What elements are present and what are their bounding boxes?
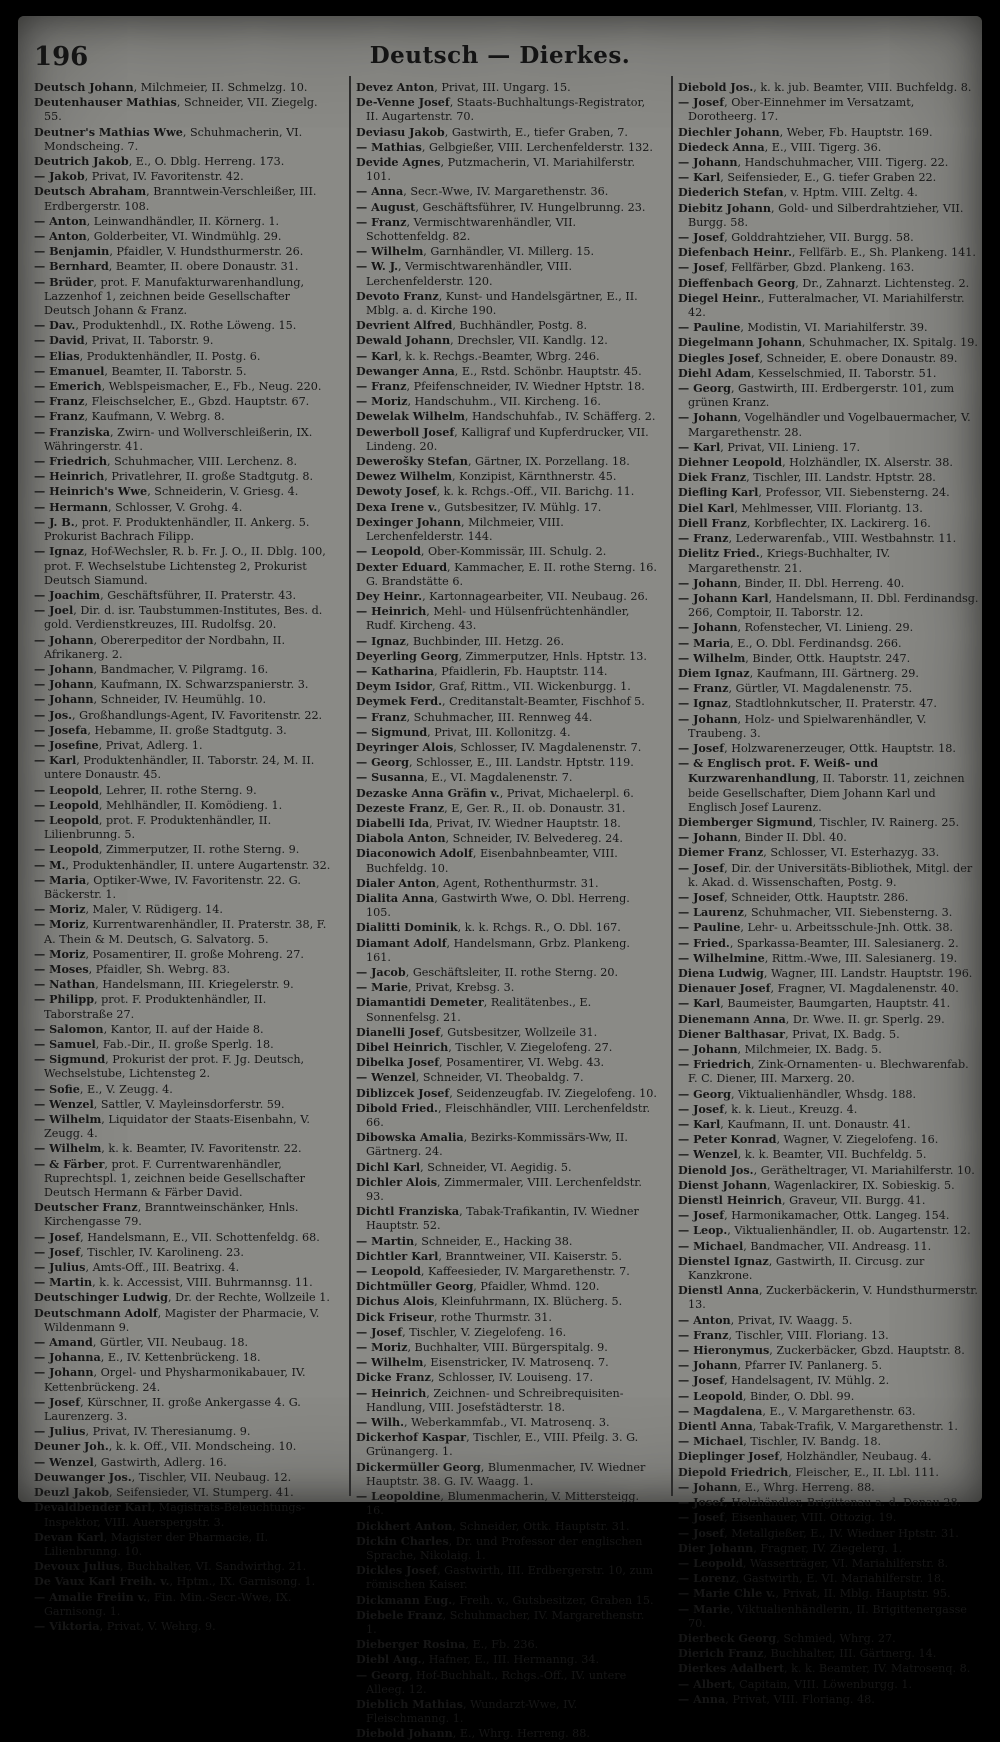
directory-entry: — Franz, Gürtler, VI. Magdalenenstr. 75. [678, 681, 913, 696]
column-rule [671, 76, 673, 1496]
directory-entry: — Dav., Produktenhdl., IX. Rothe Löweng. 15. [34, 318, 297, 333]
directory-entry: Dienauer Josef, Fragner, VI. Magdalenenstr. 40. [678, 981, 959, 996]
directory-entry: — Josef, Metallgießer, E., IV. Wiedner Hptstr. 31. [678, 1525, 959, 1540]
directory-entry: — Josef, Schneider, Ottk. Hauptstr. 286. [678, 889, 909, 904]
directory-entry: — Franz, Kaufmann, V. Webrg. 8. [34, 409, 225, 424]
directory-entry: — August, Geschäftsführer, IV. Hungelbrunng. 23. [356, 199, 646, 214]
directory-entry: — Sofie, E., V. Zeugg. 4. [34, 1081, 173, 1096]
column-rule [349, 76, 351, 1496]
directory-entry: — Leop., Viktualienhändler, II. ob. Augartenstr. 12. [678, 1223, 971, 1238]
directory-entry: Diaconowich Adolf, Eisenbahnbeamter, VIII. Buchfeldg. 10. [356, 846, 618, 875]
directory-entry: — Katharina, Pfaidlerin, Fb. Hauptstr. 114. [356, 663, 608, 678]
directory-entry: Dey Heinr., Kartonnagearbeiter, VII. Neubaug. 26. [356, 588, 649, 603]
directory-entry: — Heinrich, Mehl- und Hülsenfrüchtenhändler, Rudf. Kircheng. 43. [356, 604, 630, 633]
directory-entry: — Sigmund, Prokurist der prot. F. Jg. Deutsch, Wechselstube, Lichtensteg 2. [34, 1052, 305, 1081]
directory-entry: — Heinrich, Privatlehrer, II. große Stadtgutg. 8. [34, 469, 314, 484]
directory-entry: Devoto Franz, Kunst- und Handelsgärtner, E., II. Mblg. a. d. Kirche 190. [356, 288, 638, 318]
directory-entry: Dieffenbach Georg, Dr., Zahnarzt. Lichtensteg. 2. [678, 275, 970, 290]
directory-entry: Diamant Adolf, Handelsmann, Grbz. Plankeng. 161. [356, 935, 630, 964]
directory-entry: — Johann, Pfarrer IV. Panlanerg. 5. [678, 1358, 883, 1373]
directory-entry: — Ignaz, Stadtlohnkutscher, II. Praterstr. 47. [678, 696, 937, 711]
directory-entry: — Josefine, Privat, Adlerg. 1. [34, 737, 203, 752]
directory-entry: — Johann, Holz- und Spielwarenhändler, V. Traubeng. 3. [678, 711, 927, 740]
directory-entry: — Karl, Privat, VII. Linieng. 17. [678, 439, 861, 454]
directory-entry: Deymek Ferd., Creditanstalt-Beamter, Fischhof 5. [356, 694, 645, 709]
directory-entry: — Johann, Binder, II. Dbl. Herreng. 40. [678, 575, 905, 590]
directory-entry: Deviasu Jakob, Gastwirth, E., tiefer Graben, 7. [356, 124, 628, 139]
directory-entry: Diemer Franz, Schlosser, VI. Esterhazyg. 33. [678, 845, 940, 860]
directory-entry: — Johann, E., Whrg. Herreng. 88. [678, 1479, 875, 1494]
directory-entry: Devrient Alfred, Buchhändler, Postg. 8. [356, 318, 588, 333]
directory-entry: Dierbeck Georg, Schmied, Whrg. 27. [678, 1630, 896, 1645]
directory-entry: — Emerich, Weblspeismacher, E., Fb., Neug. 220. [34, 379, 322, 394]
directory-entry: Dieberger Rosina, E., Fb. 236. [356, 1637, 539, 1652]
directory-entry: Dickles Josef, Gastwirth, III. Erdbergerstr. 10, zum römischen Kaiser. [356, 1563, 654, 1592]
directory-entry: — Johann, Milchmeier, IX. Badg. 5. [678, 1042, 882, 1056]
directory-entry: Dichtl Franziska, Tabak-Trafikantin, IV. Wiedner Hauptstr. 52. [356, 1204, 639, 1233]
directory-entry: — Fried., Sparkassa-Beamter, III. Salesianerg. 2. [678, 935, 959, 950]
directory-entry: Dewald Johann, Drechsler, VII. Kandlg. 12. [356, 333, 608, 348]
directory-entry: — Marie Chle v., Privat, II. Mblg. Hauptstr. 95. [678, 1586, 951, 1601]
directory-entry: Deutner's Mathias Wwe, Schuhmacherin, VI. Mondscheing. 7. [34, 124, 303, 153]
directory-entry: Deutscher Franz, Branntweinschänker, Hnls. Kirchengasse 79. [34, 1200, 299, 1229]
directory-entry: — Friedrich, Schuhmacher, VIII. Lerchenz. 8. [34, 454, 298, 469]
directory-entry: — Leopold, Lehrer, II. rothe Sterng. 9. [34, 782, 257, 797]
directory-entry: — Hieronymus, Zuckerbäcker, Gbzd. Hauptstr. 8. [678, 1343, 965, 1358]
directory-entry: Diabelli Ida, Privat, IV. Wiedner Hauptstr. 18. [356, 815, 621, 830]
directory-entry: — Georg, Hof-Buchhalt., Rchgs.-Off., IV. untere Alleeg. 12. [356, 1667, 627, 1696]
directory-entry: — Josef, Eisenhauer, VIII. Ottozig. 19. [678, 1510, 897, 1525]
directory-entry: Dewoty Josef, k. k. Rchgs.-Off., VII. Barichg. 11. [356, 484, 635, 499]
directory-entry: Diemberger Sigmund, Tischler, IV. Rainerg. 25. [678, 814, 960, 829]
directory-entry: — Julius, Amts-Off., III. Beatrixg. 4. [34, 1260, 240, 1275]
directory-entry: — & Färber, prot. F. Currentwarenhändler, Ruprechtspl. 1, zeichnen beide Gesellschafter Deutsch Hermann & Färber David. [34, 1156, 305, 1200]
directory-entry: Dexa Irene v., Gutsbesitzer, IV. Mühlg. 17. [356, 499, 602, 514]
directory-entry: — M., Produktenhändler, II. untere Augartenstr. 32. [34, 857, 331, 872]
directory-entry: Deuzl Jakob, Seifensieder, VI. Stumperg. 41. [34, 1485, 294, 1500]
directory-entry: Diem Ignaz, Kaufmann, III. Gärtnerg. 29. [678, 665, 919, 680]
directory-entry: — Julius, Privat, IV. Theresianumg. 9. [34, 1424, 251, 1439]
directory-entry: Dewerošky Stefan, Gärtner, IX. Porzellang. 18. [356, 454, 630, 469]
directory-entry: Diena Ludwig, Wagner, III. Landstr. Hauptstr. 196. [678, 965, 973, 980]
directory-entry: — Josef, Tischler, V. Ziegelofeng. 16. [356, 1324, 567, 1339]
directory-entry: — Franz, Schuhmacher, III. Rennweg 44. [356, 709, 593, 724]
directory-entry: — & Englisch prot. F. Weiß- und Kurzwarenhandlung, II. Taborstr. 11, zeichnen beide Gesellschafter, Diem Johann Karl und Englisch Josef Laurenz. [678, 756, 965, 814]
directory-entry: Diegles Josef, Schneider, E. obere Donaustr. 89. [678, 350, 958, 365]
directory-entry: Dewanger Anna, E., Rstd. Schönbr. Hauptstr. 45. [356, 363, 642, 378]
directory-entry: — Josef, Harmonikamacher, Ottk. Langeg. 154. [678, 1208, 950, 1223]
directory-entry: — Johann, Vogelhändler und Vogelbauermacher, V. Margarethenstr. 28. [678, 410, 971, 439]
directory-entry: Dichus Alois, Kleinfuhrmann, IX. Blücherg. 5. [356, 1294, 623, 1309]
directory-entry: — Leopold, Kaffeesieder, IV. Margarethenstr. 7. [356, 1264, 630, 1279]
directory-entry: — Johanna, E., IV. Kettenbrückeng. 18. [34, 1350, 261, 1365]
directory-entry: — Jos., Großhandlungs-Agent, IV. Favoritenstr. 22. [34, 707, 323, 722]
page-number: 196 [34, 42, 89, 72]
directory-entry: — Moriz, Maler, V. Rüdigerg. 14. [34, 902, 223, 917]
directory-entry: Dewerboll Josef, Kalligraf und Kupferdrucker, VII. Lindeng. 20. [356, 424, 649, 453]
directory-entry: Dienemann Anna, Dr. Wwe. II. gr. Sperlg. 29. [678, 1011, 945, 1026]
directory-entry: Diell Franz, Korbflechter, IX. Lackirerg. 16. [678, 515, 931, 530]
directory-entry: — Hermann, Schlosser, V. Grohg. 4. [34, 499, 243, 514]
directory-entry: Dexinger Johann, Milchmeier, VIII. Lerchenfelderstr. 144. [356, 514, 564, 544]
directory-entry: Dienold Jos., Gerätheltrager, VI. Mariahilferstr. 10. [678, 1162, 975, 1177]
directory-entry: — Anna, Secr.-Wwe, IV. Margarethenstr. 36. [356, 184, 609, 199]
directory-entry: Deyringer Alois, Schlosser, IV. Magdalenenstr. 7. [356, 739, 642, 754]
directory-entry: — Anton, Leinwandhändler, II. Körnerg. 1. [34, 213, 280, 228]
directory-entry: — Anton, Golderbeiter, VI. Windmühlg. 29. [34, 229, 282, 244]
directory-entry: — Moriz, Handschuhm., VII. Kircheng. 16. [356, 394, 601, 409]
directory-entry: — Susanna, E., VI. Magdalenenstr. 7. [356, 770, 573, 785]
directory-entry: Diefenbach Heinr., Fellfärb. E., Sh. Plankeng. 141. [678, 245, 976, 260]
directory-entry: — Martin, k. k. Accessist, VIII. Buhrmannsg. 11. [34, 1275, 313, 1290]
directory-entry: Dieplinger Josef, Holzhändler, Neubaug. 4. [678, 1449, 932, 1464]
directory-entry: — Michael, Bandmacher, VII. Andreasg. 11. [678, 1238, 932, 1253]
directory-entry: Dichtler Karl, Branntweiner, VII. Kaiserstr. 5. [356, 1248, 622, 1263]
directory-entry: Dienstl Anna, Zuckerbäckerin, V. Hundsthurmerstr. 13. [678, 1283, 978, 1312]
directory-entry: — Peter Konrad, Wagner, V. Ziegelofeng. 16. [678, 1132, 939, 1147]
directory-entry: Diek Franz, Tischler, III. Landstr. Hptstr. 28. [678, 470, 936, 485]
directory-entry: Diebold Johann, E., Whrg. Herreng. 88. [356, 1726, 590, 1741]
directory-entry: Dialer Anton, Agent, Rothenthurmstr. 31. [356, 875, 599, 890]
directory-entry: Dewelak Wilhelm, Handschuhfab., IV. Schäfferg. 2. [356, 409, 656, 424]
directory-entry: — Moriz, Kurrentwarenhändler, II. Praterstr. 38, F. A. Thein & M. Deutsch, G. Salvatorg. 5. [34, 917, 327, 946]
directory-entry: — Franz, Pfeifenschneider, IV. Wiedner Hptstr. 18. [356, 379, 645, 394]
directory-entry: Dieblich Mathias, Wundarzt-Wwe, IV. Fleischmanng. 1. [356, 1696, 578, 1726]
directory-entry: — Franz, Fleischselcher, E., Gbzd. Hauptstr. 67. [34, 394, 310, 409]
directory-entry: De Vaux Karl Freih. v., Hptm., IX. Garnisong. 1. [34, 1574, 316, 1589]
directory-entry: — J. B., prot. F. Produktenhändler, II. Ankerg. 5. Prokurist Bachrach Filipp. [34, 514, 310, 544]
directory-entry: — Josefa, Hebamme, II. große Stadtgutg. 3. [34, 722, 287, 737]
directory-entry: — Johann, Schneider, IV. Heumühlg. 10. [34, 692, 267, 707]
directory-entry: — Josef, Handelsmann, E., VII. Schottenfeldg. 68. [34, 1229, 320, 1244]
directory-entry: — Franz, Lederwarenfab., VIII. Westbahnstr. 11. [678, 531, 957, 546]
directory-entry: — Johann, Rofenstecher, VI. Linieng. 29. [678, 620, 914, 635]
directory-entry: Diebele Franz, Schuhmacher, IV. Margarethenstr. 1. [356, 1607, 645, 1636]
directory-entry: — Michael, Tischler, IV. Bandg. 18. [678, 1434, 882, 1449]
directory-entry: — Moriz, Buchhalter, VIII. Bürgerspitalg. 9. [356, 1340, 608, 1355]
directory-entry: — Johann, Handschuhmacher, VIII. Tigerg. 22. [678, 155, 949, 170]
directory-entry: Dexter Eduard, Kammacher, E. II. rothe Sterng. 16. G. Brandstätte 6. [356, 559, 657, 588]
directory-entry: Dezeste Franz, E, Ger. R., II. ob. Donaustr. 31. [356, 800, 626, 815]
directory-entry: — Martin, Schneider, E., Hacking 38. [356, 1233, 573, 1248]
directory-entry: — Maria, Optiker-Wwe, IV. Favoritenstr. 22. G. Bäckerstr. 1. [34, 872, 301, 901]
directory-entry: Dianelli Josef, Gutsbesitzer, Wollzeile 31. [356, 1024, 598, 1039]
directory-entry: Deutsch Abraham, Branntwein-Verschleißer, III. Erdbergerstr. 108. [34, 184, 317, 213]
directory-entry: Dickmann Eug., Freih. v., Gutsbesitzer, Graben 15. [356, 1592, 654, 1607]
column-2 [356, 80, 658, 1741]
directory-entry: — Johann, Kaufmann, IX. Schwarzspanierstr. 3. [34, 677, 309, 692]
directory-entry: Dier Johann, Fragner, IV. Ziegelerg. 1. [678, 1540, 903, 1555]
directory-entry: — Lorenz, Gastwirth, E. VI. Mariahilferstr. 18. [678, 1571, 945, 1586]
directory-entry: — Johann, Bandmacher, V. Pilgramg. 16. [34, 661, 269, 676]
directory-entry: — Laurenz, Schuhmacher, VII. Siebensterng. 3. [678, 905, 953, 920]
directory-entry: Diel Karl, Mehlmesser, VIII. Floriantg. 13. [678, 500, 923, 515]
directory-entry: Dientl Anna, Tabak-Trafik, V. Margarethenstr. 1. [678, 1419, 958, 1434]
directory-entry: Dezaske Anna Gräfin v., Privat, Michaelerpl. 6. [356, 785, 634, 800]
directory-entry: — Josef, Tischler, IV. Karolineng. 23. [34, 1244, 244, 1259]
directory-entry: — Josef, Fellfärber, Gbzd. Plankeng. 163. [678, 260, 915, 275]
directory-entry: Dickin Charles, Dr. und Professor der englischen Sprache, Nikolaig. 1. [356, 1533, 643, 1562]
directory-entry: — Jakob, Privat, IV. Favoritenstr. 42. [34, 169, 244, 184]
directory-entry: — Leopold, Binder, O. Dbl. 99. [678, 1388, 855, 1403]
directory-entry: — Franz, Tischler, VIII. Floriang. 13. [678, 1327, 889, 1342]
directory-entry: — Friedrich, Zink-Ornamenten- u. Blechwarenfab. F. C. Diener, III. Marxerg. 20. [678, 1057, 969, 1086]
directory-entry: — Anna, Privat, VIII. Floriang. 48. [678, 1691, 875, 1706]
directory-entry: — Elias, Produktenhändler, II. Postg. 6. [34, 348, 261, 363]
directory-entry: — Karl, Baumeister, Baumgarten, Hauptstr. 41. [678, 996, 951, 1011]
directory-entry: — Benjamin, Pfaidler, V. Hundsthurmerstr. 26. [34, 244, 304, 259]
directory-entry: Diener Balthasar, Privat, IX. Badg. 5. [678, 1026, 900, 1041]
directory-entry: — Johann, Binder II. Dbl. 40. [678, 830, 847, 845]
directory-entry: — Wenzel, Gastwirth, Adlerg. 16. [34, 1454, 227, 1469]
directory-entry: Diamantidi Demeter, Realitätenbes., E. Sonnenfelsg. 21. [356, 995, 592, 1024]
running-title: Deutsch — Dierkes. [369, 42, 631, 69]
directory-entry: — Wilhelm, Garnhändler, VI. Millerg. 15. [356, 244, 595, 259]
directory-entry: — Georg, Viktualienhändler, Whsdg. 188. [678, 1086, 917, 1101]
directory-entry: Diederich Stefan, v. Hptm. VIII. Zeltg. 4. [678, 185, 918, 200]
directory-entry: Dibowska Amalia, Bezirks-Kommissärs-Ww, II. Gärtnerg. 24. [356, 1130, 628, 1159]
directory-entry: Deutsch Johann, Milchmeier, II. Schmelzg. 10. [34, 80, 308, 94]
directory-entry: Dewez Wilhelm, Konzipist, Kärnthnerstr. 45. [356, 469, 617, 484]
directory-entry: Diehner Leopold, Holzhändler, IX. Alserstr. 38. [678, 455, 953, 470]
directory-entry: — Wilhelm, Binder, Ottk. Hauptstr. 247. [678, 650, 911, 665]
directory-entry: — Wilhelmine, Rittm.-Wwe, III. Salesianerg. 19. [678, 950, 958, 965]
directory-entry: — Philipp, prot. F. Produktenhändler, II. Taborstraße 27. [34, 992, 267, 1021]
directory-entry: Deuwanger Jos., Tischler, VII. Neubaug. 12. [34, 1469, 292, 1484]
directory-entry: — Magdalena, E., V. Margarethenstr. 63. [678, 1403, 916, 1418]
directory-entry: — Josef, Dir. der Universitäts-Bibliothek, Mitgl. der k. Akad. d. Wissenschaften, Postg. 9. [678, 860, 973, 889]
directory-entry: — Josef, k. k. Lieut., Kreuzg. 4. [678, 1101, 858, 1116]
directory-entry: Diabola Anton, Schneider, IV. Belvedereg. 24. [356, 831, 623, 846]
directory-entry: — Leopold, Zimmerputzer, II. rothe Sterng. 9. [34, 842, 300, 857]
directory-entry: Diehl Adam, Kesselschmied, II. Taborstr. 51. [678, 365, 937, 380]
directory-entry: — Salomon, Kantor, II. auf der Haide 8. [34, 1021, 264, 1036]
directory-entry: Dickhert Anton, Schneider, Ottk. Hauptstr. 31. [356, 1518, 630, 1533]
directory-entry: — Georg, Schlosser, E., III. Landstr. Hptstr. 119. [356, 755, 634, 770]
directory-entry: — Wenzel, Schneider, VI. Theobaldg. 7. [356, 1070, 584, 1085]
directory-entry: Dienstel Ignaz, Gastwirth, II. Circusg. zur Kanzkrone. [678, 1253, 925, 1283]
directory-entry: Diedeck Anna, E., VIII. Tigerg. 36. [678, 139, 882, 154]
directory-entry: Devez Anton, Privat, III. Ungarg. 15. [356, 80, 571, 94]
directory-entry: — Anton, Privat, IV. Waagg. 5. [678, 1312, 853, 1327]
directory-entry: — Joachim, Geschäftsführer, II. Praterstr. 43. [34, 587, 297, 602]
directory-entry: — Josef, Holzwarenerzeuger, Ottk. Hauptstr. 18. [678, 740, 956, 755]
directory-entry: — Mathias, Gelbgießer, VIII. Lerchenfelderstr. 132. [356, 139, 653, 154]
directory-entry: — Wenzel, Sattler, V. Mayleinsdorferstr. 59. [34, 1096, 285, 1111]
directory-entry: — Emanuel, Beamter, II. Taborstr. 5. [34, 363, 247, 378]
directory-entry: Deuner Joh., k. k. Off., VII. Mondscheing. 10. [34, 1439, 297, 1454]
directory-entry: — Wilhelm, Eisenstricker, IV. Matrosenq. 7. [356, 1355, 609, 1370]
directory-entry: — Leopold, Ober-Kommissär, III. Schulg. 2. [356, 544, 607, 559]
directory-entry: — Marie, Viktualienhändlerin, II. Brigittenergasse 70. [678, 1601, 967, 1630]
directory-entry: Devan Karl, Magister der Pharmacie, II. Lilienbrunng. 10. [34, 1529, 269, 1558]
directory-entry: — Amalie Freiin v., Fin. Min.-Secr.-Wwe, IX. Garnisong. 1. [34, 1589, 292, 1618]
directory-entry: — Heinrich's Wwe, Schneiderin, V. Griesg. 4. [34, 484, 299, 499]
directory-entry: — Samuel, Fab.-Dir., II. große Sperlg. 18. [34, 1037, 274, 1051]
directory-entry: Dierich Franz, Buchhalter, III. Gärtnerg. 14. [678, 1646, 937, 1661]
directory-entry: — Georg, Gastwirth, III. Erdbergerstr. 101, zum grünen Kranz. [678, 381, 955, 410]
directory-entry: Diechler Johann, Weber, Fb. Hauptstr. 169. [678, 124, 933, 139]
directory-entry: — Josef, Handelsagent, IV. Mühlg. 2. [678, 1373, 890, 1388]
directory-entry: — W. J., Vermischtwarenhändler, VIII. Lerchenfelderstr. 120. [356, 259, 573, 288]
directory-entry: Dickerhof Kaspar, Tischler, E., VIII. Pfeilg. 3. G. Grünangerg. 1. [356, 1430, 639, 1459]
directory-entry: — Moriz, Posamentirer, II. große Mohreng. 27. [34, 946, 304, 961]
directory-entry: — Josef, Golddrahtzieher, VII. Burgg. 58. [678, 230, 914, 245]
directory-entry: Diebl Aug., Hafner, E., III. Hermanng. 34. [356, 1652, 599, 1667]
directory-entry: — Wilhelm, Liquidator der Staats-Eisenbahn, V. Zeugg. 4. [34, 1112, 310, 1141]
directory-entry: Diegelmann Johann, Schuhmacher, IX. Spitalg. 19. [678, 335, 978, 350]
directory-entry: Dienst Johann, Wagenlackirer, IX. Sobieskig. 5. [678, 1177, 955, 1192]
directory-entry: — Johann, Obererpeditor der Nordbahn, II. Afrikanerg. 2. [34, 632, 286, 661]
directory-entry: Devide Agnes, Putzmacherin, VI. Mariahilferstr. 101. [356, 155, 636, 184]
directory-entry: — Ignaz, Hof-Wechsler, R. b. Fr. J. O., II. Dblg. 100, prot. F. Wechselstube Lichtensteg 2, Prokurist Deutsch Siamund. [34, 544, 326, 587]
directory-entry: — Karl, k. k. Rechgs.-Beamter, Wbrg. 246. [356, 348, 600, 363]
directory-entry: — Johann, Orgel- und Physharmonikabauer, IV. Kettenbrückeng. 24. [34, 1365, 306, 1394]
directory-entry: — Viktoria, Privat, V. Wehrg. 9. [34, 1618, 216, 1633]
directory-entry: Dibel Heinrich, Tischler, V. Ziegelofeng. 27. [356, 1040, 613, 1054]
directory-entry: — Joel, Dir. d. isr. Taubstummen-Institutes, Bes. d. gold. Verdienstkreuzes, III. Rudolfsg. 20. [34, 603, 323, 632]
directory-entry: — Leopold, Wasserträger, VI. Mariahilferstr. 8. [678, 1555, 949, 1570]
directory-entry: — Bernhard, Beamter, II. obere Donaustr. 31. [34, 259, 299, 274]
directory-entry: — Pauline, Lehr- u. Arbeitsschule-Jnh. Ottk. 38. [678, 920, 953, 935]
directory-entry: Dick Friseur, rothe Thurmstr. 31. [356, 1309, 552, 1324]
directory-entry: Dialita Anna, Gastwirth Wwe, O. Dbl. Herreng. 105. [356, 890, 630, 920]
directory-entry: Deutenhauser Mathias, Schneider, VII. Ziegelg. 55. [34, 95, 318, 124]
directory-entry: — Franziska, Zwirn- und Wollverschleißerin, IX. Währingerstr. 41. [34, 424, 313, 453]
directory-entry: — Maria, E., O. Dbl. Ferdinandsg. 266. [678, 635, 902, 650]
directory-entry: — Karl, Produktenhändler, II. Taborstr. 24, M. II. untere Donaustr. 45. [34, 753, 315, 782]
directory-entry: — Heinrich, Zeichnen- und Schreibrequisiten-Handlung, VIII. Josefstädterstr. 18. [356, 1385, 624, 1414]
directory-entry: — Nathan, Handelsmann, III. Kriegelerstr. 9. [34, 977, 294, 992]
directory-entry: Dickermüller Georg, Blumenmacher, IV. Wiedner Hauptstr. 38. G. IV. Waagg. 1. [356, 1459, 646, 1488]
directory-entry: — Josef, Holzhändler, Brigittenau a. d. Donau 28. [678, 1495, 962, 1510]
directory-entry: Deym Isidor, Graf, Rittm., VII. Wickenburgg. 1. [356, 679, 631, 694]
directory-entry: — Josef, Ober-Einnehmer im Versatzamt, Dorotheerg. 17. [678, 95, 915, 124]
directory-entry: — David, Privat, II. Taborstr. 9. [34, 333, 214, 348]
directory-entry: Dibold Fried., Fleischhändler, VIII. Lerchenfeldstr. 66. [356, 1100, 651, 1130]
directory-entry: Devoux Julius, Buchhalter, VI. Sandwirthg. 21. [34, 1559, 307, 1574]
directory-entry: — Leopold, prot. F. Produktenhändler, II. Lilienbrunng. 5. [34, 812, 272, 842]
page-header [18, 16, 982, 76]
directory-entry: — Amand, Gürtler, VII. Neubaug. 18. [34, 1335, 249, 1350]
column-3 [678, 80, 980, 1706]
directory-entry: — Albert, Capitain, VIII. Löwenburgg. 1. [678, 1676, 912, 1691]
directory-entry: Devaldbender Karl, Magistrats-Beleuchtungs-Inspektor, VIII. Auerspergstr. 3. [34, 1500, 306, 1529]
directory-entry: — Pauline, Modistin, VI. Mariahilferstr. 39. [678, 320, 928, 335]
directory-entry: Diepold Friedrich, Fleischer, E., II. Lbl. 111. [678, 1464, 939, 1479]
directory-entry: Diblizcek Josef, Seidenzeugfab. IV. Ziegelofeng. 10. [356, 1085, 657, 1100]
directory-entry: Dichler Alois, Zimmermaler, VIII. Lerchenfeldstr. 93. [356, 1174, 642, 1204]
directory-entry: — Leopoldine, Blumenmacherin, V. Mittersteigg. 16. [356, 1489, 640, 1518]
directory-entry: Diegel Heinr., Futteralmacher, VI. Mariahilferstr. 42. [678, 290, 965, 320]
directory-entry: Diefling Karl, Professor, VII. Siebensterng. 24. [678, 485, 950, 500]
directory-entry: — Johann Karl, Handelsmann, II. Dbl. Ferdinandsg. 266, Comptoir, II. Taborstr. 12. [678, 590, 979, 620]
directory-entry: Dichl Karl, Schneider, VI. Aegidig. 5. [356, 1159, 572, 1174]
directory-entry: — Leopold, Mehlhändler, II. Komödieng. 1. [34, 797, 283, 812]
directory-entry: — Sigmund, Privat, III. Kollonitzg. 4. [356, 724, 571, 739]
directory-entry: — Marie, Privat, Krebsg. 3. [356, 980, 515, 995]
directory-entry: — Wenzel, k. k. Beamter, VII. Buchfeldg. 5. [678, 1147, 927, 1162]
directory-entry: Diebitz Johann, Gold- und Silberdrahtzieher, VII. Burgg. 58. [678, 200, 964, 229]
directory-entry: — Moses, Pfaidler, Sh. Webrg. 83. [34, 961, 231, 976]
directory-entry: De-Venne Josef, Staats-Buchhaltungs-Registrator, II. Augartenstr. 70. [356, 95, 646, 124]
directory-page [18, 16, 982, 1741]
directory-entry: Dielitz Fried., Kriegs-Buchhalter, IV. Margarethenstr. 21. [678, 546, 891, 575]
directory-entry: — Karl, Kaufmann, II. unt. Donaustr. 41. [678, 1117, 911, 1132]
directory-entry: — Franz, Vermischtwarenhändler, VII. Schottenfeldg. 82. [356, 214, 577, 244]
directory-entry: — Karl, Seifensieder, E., G. tiefer Graben 22. [678, 170, 937, 185]
directory-entry: — Brüder, prot. F. Manufakturwarenhandlung, Lazzenhof 1, zeichnen beide Gesellschafter Deutsch Johann & Franz. [34, 274, 305, 318]
directory-entry: Deyerling Georg, Zimmerputzer, Hnls. Hptstr. 13. [356, 648, 647, 663]
directory-entry: — Jacob, Geschäftsleiter, II. rothe Sterng. 20. [356, 964, 619, 979]
directory-entry: — Wilh., Weberkammfab., VI. Matrosenq. 3. [356, 1415, 610, 1430]
directory-entry: Dibelka Josef, Posamentirer, VI. Webg. 43. [356, 1055, 605, 1070]
directory-entry: — Wilhelm, k. k. Beamter, IV. Favoritenstr. 22. [34, 1141, 302, 1156]
directory-entry: — Ignaz, Buchbinder, III. Hetzg. 26. [356, 633, 565, 648]
directory-entry: Deutrich Jakob, E., O. Dblg. Herreng. 173. [34, 154, 285, 169]
directory-entry: Dichtmüller Georg, Pfaidler, Whmd. 120. [356, 1279, 600, 1294]
directory-entry: Dicke Franz, Schlosser, IV. Louiseng. 17. [356, 1370, 594, 1385]
directory-entry: Dierkes Adalbert, k. k. Beamter, IV. Matrosenq. 8. [678, 1661, 971, 1676]
directory-entry: Deutschmann Adolf, Magister der Pharmacie, V. Wildenmann 9. [34, 1305, 320, 1334]
directory-entry: Dialitti Dominik, k. k. Rchgs. R., O. Dbl. 167. [356, 920, 621, 935]
directory-entry: Dienstl Heinrich, Graveur, VII. Burgg. 41. [678, 1193, 926, 1208]
directory-entry: — Josef, Kürschner, II. große Ankergasse 4. G. Laurenzerg. 3. [34, 1394, 301, 1424]
directory-entry: Diebold Jos., k. k. jub. Beamter, VIII. Buchfeldg. 8. [678, 80, 972, 94]
column-1 [34, 80, 336, 1633]
directory-entry: Deutschinger Ludwig, Dr. der Rechte, Wollzeile 1. [34, 1290, 330, 1305]
